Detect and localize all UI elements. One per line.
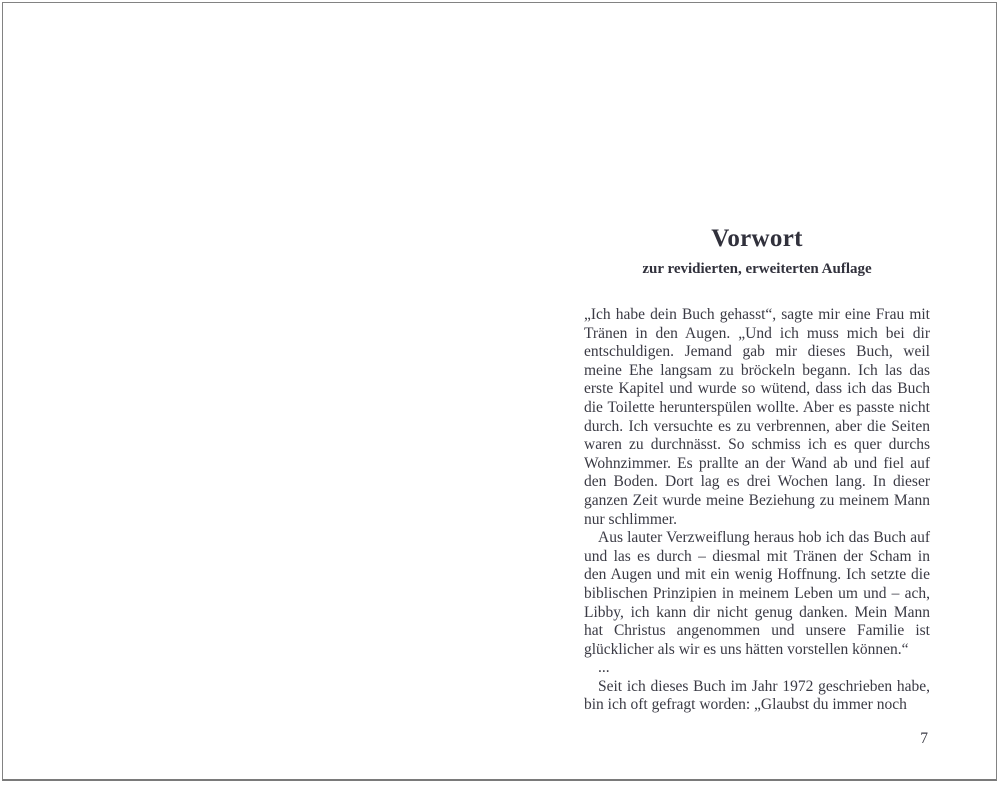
text-column bbox=[584, 225, 930, 747]
paragraph: „Ich habe dein Buch gehasst“, sagte mir eine Frau mit Tränen in den Augen. „Und ich muss mich bei dir entschuldigen. Jemand gab mir dieses Buch, weil meine Ehe langsam zu bröckeln begann. Ich las das erste Kapitel und wurde so wütend, dass ich das Buch die Toilette herunterspülen wollte. Aber es passte nicht durch. Ich versuchte es zu verbrennen, aber die Seiten waren zu durchnässt. So schmiss ich es quer durchs Wohnzimmer. Es prallte an der Wand ab und fiel auf den Boden. Dort lag es drei Wochen lang. In dieser ganzen Zeit wurde meine Beziehung zu meinem Mann nur schlimmer. bbox=[584, 306, 930, 528]
body-text bbox=[584, 306, 930, 715]
paragraph: Aus lauter Verzweiflung heraus hob ich das Buch auf und las es durch – diesmal mit Tränen der Scham in den Augen und mit ein wenig Hoffnung. Ich setzte die biblischen Prinzipien in meinem Leben um und – ach, Libby, ich kann dir nicht genug danken. Mein Mann hat Christus angenommen und unsere Familie ist glücklicher als wir es uns hätten vorstellen können.“ bbox=[584, 529, 930, 658]
chapter-subtitle: zur revidierten, erweiterten Auflage bbox=[642, 261, 872, 277]
paragraph: Seit ich dieses Buch im Jahr 1972 geschrieben habe, bin ich oft gefragt worden: „Glaubst du immer noch bbox=[584, 677, 930, 714]
chapter-title: Vorwort bbox=[711, 225, 803, 252]
paragraph-ellipsis: ... bbox=[598, 659, 610, 677]
page-number: 7 bbox=[920, 730, 928, 747]
book-page bbox=[2, 2, 997, 781]
